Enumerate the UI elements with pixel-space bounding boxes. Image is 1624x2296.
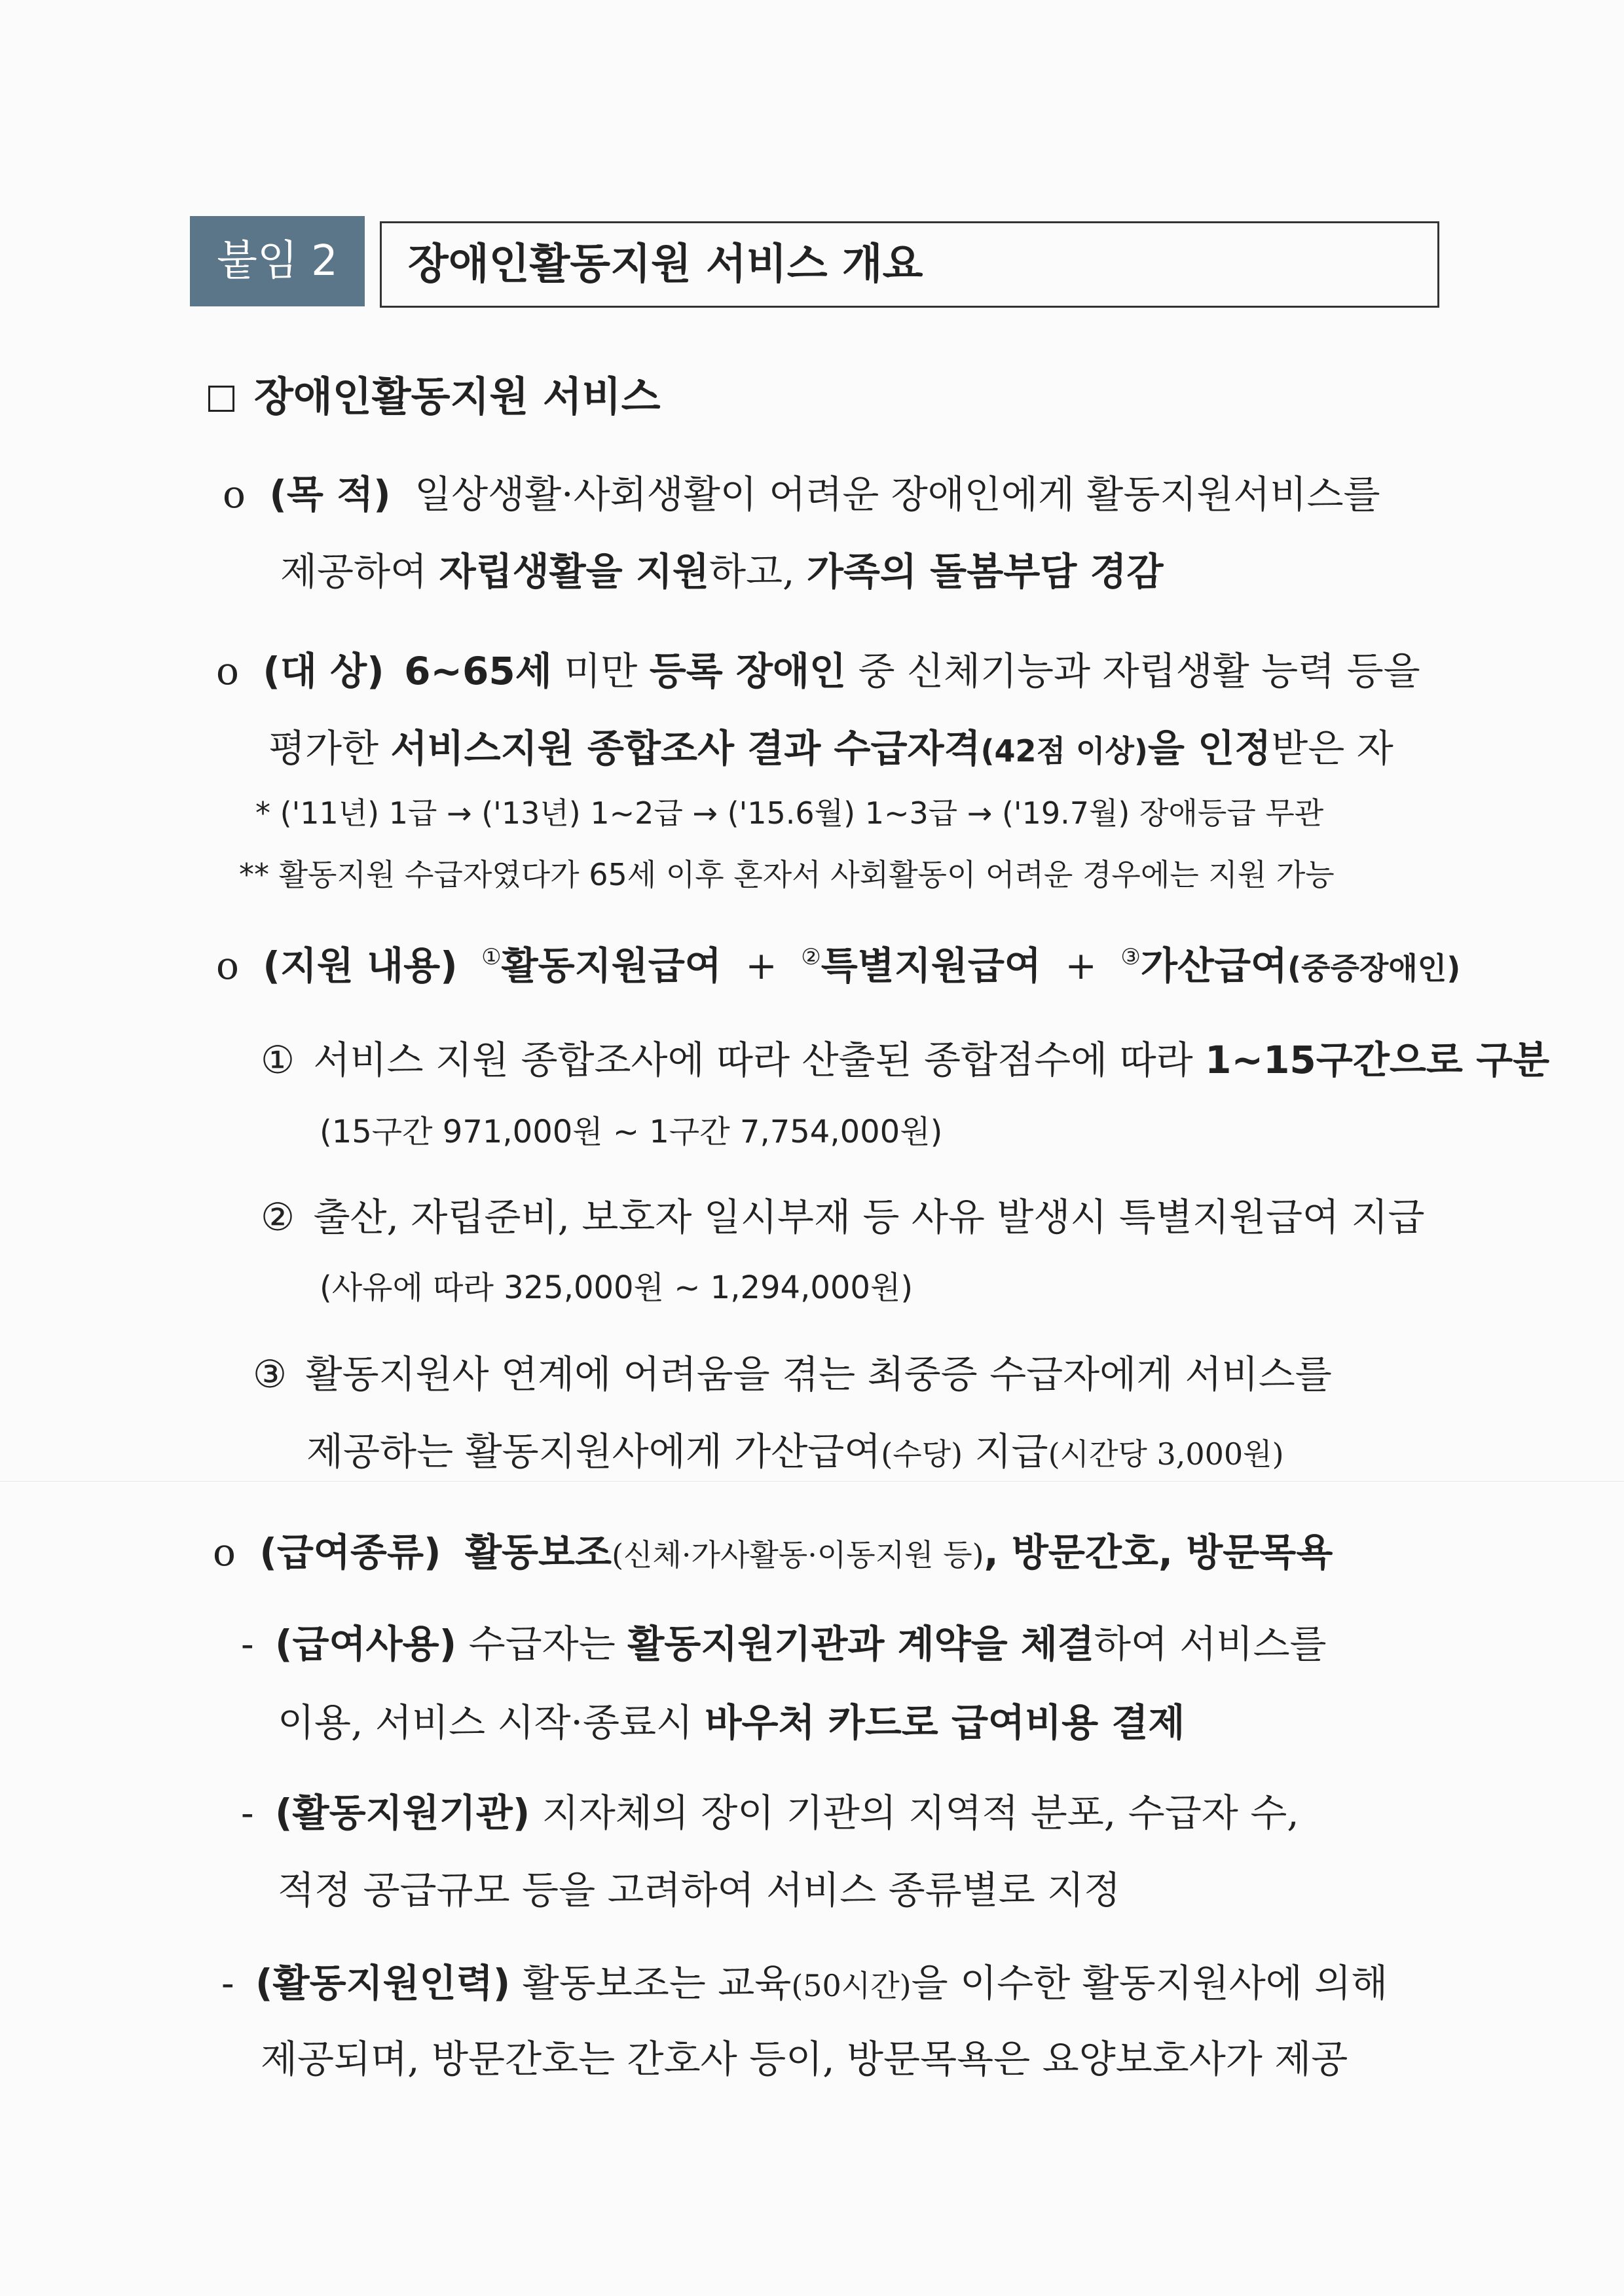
bullet-circle: o [216, 943, 239, 988]
agency-text-1: 지자체의 장이 기관의 지역적 분포, 수급자 수, [530, 1791, 1299, 1835]
bullet-circle: o [223, 472, 246, 517]
types-assistance: 활동보조 [464, 1530, 612, 1575]
types-others: , 방문간호, 방문목욕 [984, 1530, 1333, 1575]
sub1-text: 서비스 지원 종합조사에 따라 산출된 종합점수에 따라 [313, 1038, 1206, 1082]
usage-label: (급여사용) [275, 1622, 457, 1666]
staff-text-1a: 활동보조는 교육 [510, 1961, 792, 2005]
bullet-circle: o [216, 649, 239, 693]
target-text-2e: 받은 자 [1271, 726, 1393, 771]
sub1-num: ① [261, 1038, 295, 1082]
dash: - [241, 1622, 254, 1666]
target-line-1 [216, 640, 1420, 695]
usage-line-2 [278, 1692, 1185, 1747]
content-additional-note: (중증장애인) [1287, 951, 1461, 986]
content-sub-1-range: (15구간 971,000원 ~ 1구간 7,754,000원) [320, 1114, 943, 1150]
dash: - [241, 1791, 254, 1835]
bullet-circle: o [213, 1530, 236, 1575]
usage-text-2a: 이용, 서비스 시작·종료시 [278, 1700, 705, 1745]
checkbox-icon [208, 386, 234, 412]
plus-sign: + [745, 943, 777, 988]
target-text-2b: 서비스지원 종합조사 결과 수급자격 [390, 726, 981, 771]
content-additional-benefit: 가산급여 [1140, 943, 1288, 988]
content-activity-benefit: 활동지원급여 [501, 943, 722, 988]
purpose-text-1: 일상생활·사회생활이 어려운 장애인에게 활동지원서비스를 [415, 472, 1380, 517]
sub1-bold: 1~15구간으로 구분 [1205, 1038, 1550, 1082]
staff-text-1c: 을 이수한 활동지원사에 의해 [911, 1961, 1388, 2005]
purpose-text-2c: 하고, [709, 549, 807, 594]
usage-text-1b: 활동지원기관과 계약을 체결 [627, 1622, 1094, 1666]
sub3-text-2c: 지급 [963, 1429, 1048, 1474]
purpose-line-1 [223, 464, 1380, 519]
usage-line-1 [241, 1613, 1327, 1668]
types-assistance-note: (신체·가사활동·이동지원 등) [612, 1537, 984, 1573]
sub3-text: 활동지원사 연계에 어려움을 겪는 최중증 수급자에게 서비스를 [305, 1352, 1332, 1396]
target-score: (42점 이상) [980, 733, 1148, 769]
target-text-2d: 을 인정 [1147, 726, 1272, 771]
target-registered: 등록 장애인 [649, 649, 847, 693]
sub3-num: ③ [253, 1352, 287, 1396]
target-text-1d: 중 신체기능과 자립생활 능력 등을 [846, 649, 1420, 693]
attachment-tag: 붙임 2 [190, 216, 365, 306]
usage-text-2b: 바우처 카드로 급여비용 결제 [705, 1700, 1185, 1745]
target-text-1b: 미만 [551, 649, 650, 693]
content-label: (지원 내용) [263, 943, 458, 988]
purpose-line-2 [280, 541, 1164, 596]
target-age: 6~65세 [404, 649, 552, 693]
content-sub-2-range: (사유에 따라 325,000원 ~ 1,294,000원) [320, 1269, 913, 1306]
document-title: 장애인활동지원 서비스 개요 [380, 221, 1439, 308]
sub2-text: 출산, 자립준비, 보호자 일시부재 등 사유 발생시 특별지원급여 지급 [313, 1195, 1425, 1239]
agency-line-1 [241, 1782, 1299, 1837]
plus-sign: + [1065, 943, 1097, 988]
content-num-2: ② [801, 944, 821, 970]
content-sub-2 [261, 1186, 1425, 1241]
dash: - [221, 1961, 234, 2005]
usage-text-1c: 하여 서비스를 [1094, 1622, 1327, 1666]
target-label: (대 상) [263, 649, 384, 693]
types-label: (급여종류) [259, 1530, 441, 1575]
staff-line-2: 제공되며, 방문간호는 간호사 등이, 방문목욕은 요양보호사가 제공 [261, 2037, 1348, 2081]
content-sub-3 [253, 1343, 1332, 1398]
faint-divider [0, 1481, 1624, 1482]
content-sub-1 [261, 1029, 1549, 1084]
content-num-1: ① [481, 944, 502, 970]
purpose-text-2d: 가족의 돌봄부담 경감 [806, 549, 1164, 594]
usage-text-1a: 수급자는 [456, 1622, 628, 1666]
staff-label: (활동지원인력) [255, 1961, 511, 2005]
content-num-3: ③ [1120, 944, 1141, 970]
content-line [216, 935, 1460, 990]
purpose-text-2b: 자립생활을 지원 [439, 549, 709, 594]
staff-line-1 [221, 1952, 1388, 2007]
agency-line-2: 적정 공급규모 등을 고려하여 서비스 종류별로 지정 [278, 1868, 1121, 1912]
sub3-text-2b: (수당) [881, 1436, 963, 1472]
sub3-text-2a: 제공하는 활동지원사에게 가산급여 [306, 1429, 881, 1474]
target-line-2 [268, 718, 1393, 773]
agency-label: (활동지원기관) [275, 1791, 530, 1835]
section-heading [208, 364, 661, 422]
sub3-text-2d: (시간당 3,000원) [1048, 1436, 1284, 1472]
purpose-text-2a: 제공하여 [280, 549, 439, 594]
target-note-2: ** 활동지원 수급자였다가 65세 이후 혼자서 사회활동이 어려운 경우에는 지원 가능 [239, 857, 1335, 892]
section-heading-text: 장애인활동지원 서비스 [254, 373, 661, 420]
types-line [213, 1522, 1333, 1576]
staff-text-1b: (50시간) [791, 1968, 912, 2003]
target-note-1: * ('11년) 1급 → ('13년) 1~2급 → ('15.6월) 1~3급 → ('19.7월) 장애등급 무관 [255, 795, 1324, 831]
content-sub-3-line-2 [306, 1421, 1284, 1476]
sub2-num: ② [261, 1195, 295, 1239]
purpose-label: (목 적) [269, 472, 391, 517]
target-text-2a: 평가한 [268, 726, 391, 771]
content-special-benefit: 특별지원급여 [821, 943, 1041, 988]
